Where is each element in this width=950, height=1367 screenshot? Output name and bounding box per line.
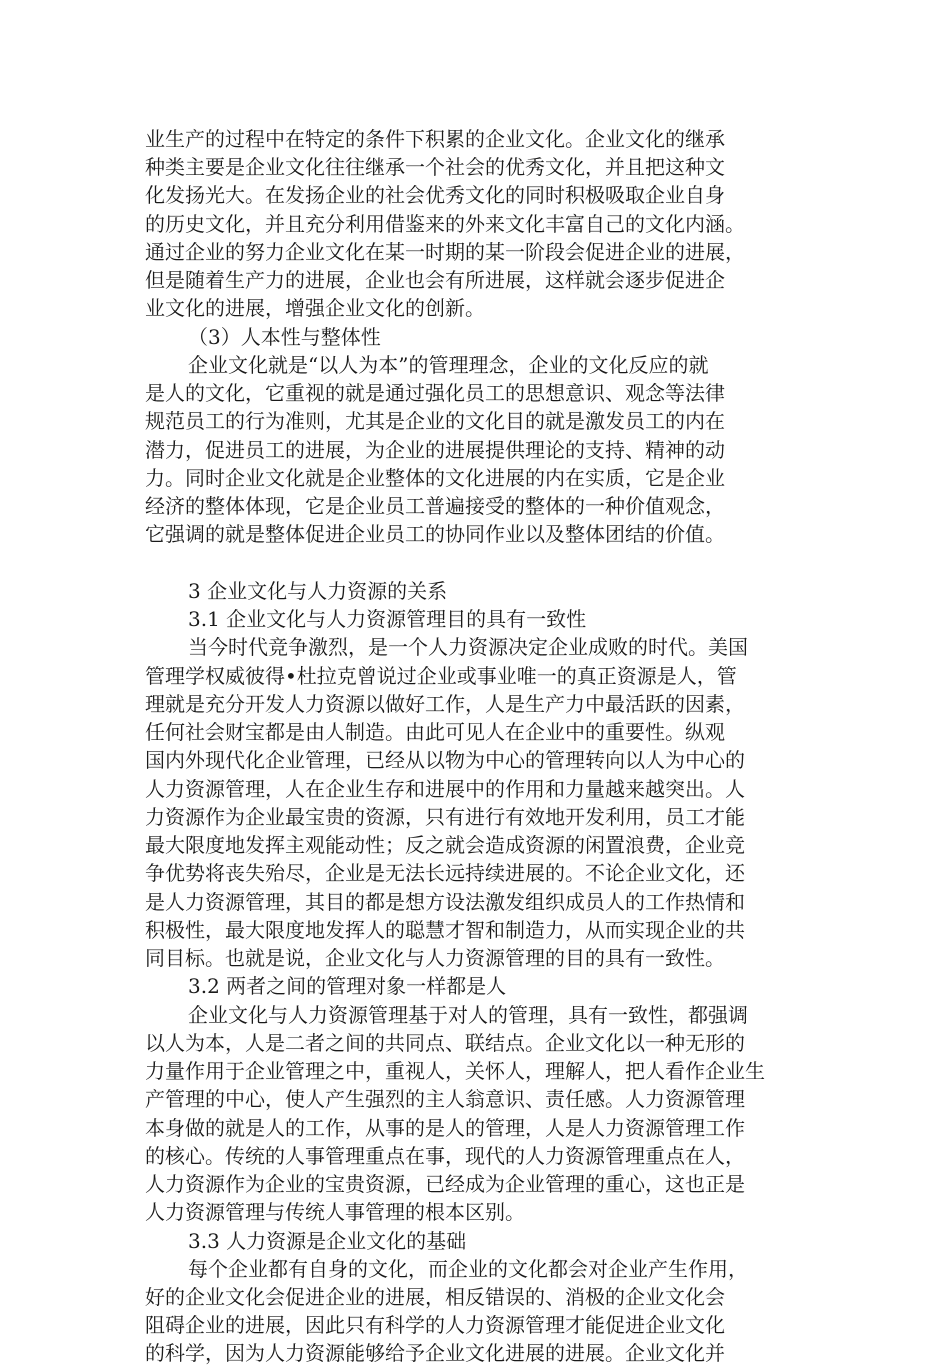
text-line: 力。同时企业文化就是企业整体的文化进展的内在实质，它是企业 [145, 466, 725, 490]
text-line: 积极性，最大限度地发挥人的聪慧才智和制造力，从而实现企业的共 [145, 918, 745, 942]
text-line: 业生产的过程中在特定的条件下积累的企业文化。企业文化的继承 [145, 127, 725, 151]
section-heading: 3.3 人力资源是企业文化的基础 [188, 1229, 467, 1253]
text-line: 人力资源作为企业的宝贵资源，已经成为企业管理的重心，这也正是 [145, 1172, 745, 1196]
text-line: 但是随着生产力的进展，企业也会有所进展，这样就会逐步促进企 [145, 268, 725, 292]
text-line: 理就是充分开发人力资源以做好工作，人是生产力中最活跃的因素， [145, 692, 745, 716]
text-line: 争优势将丧失殆尽，企业是无法长远持续进展的。不论企业文化，还 [145, 861, 745, 885]
text-line: 阻碍企业的进展，因此只有科学的人力资源管理才能促进企业文化 [145, 1313, 725, 1337]
text-line: 业文化的进展，增强企业文化的创新。 [145, 296, 485, 320]
text-line: 化发扬光大。在发扬企业的社会优秀文化的同时积极吸取企业自身 [145, 183, 725, 207]
text-line: 经济的整体体现，它是企业员工普遍接受的整体的一种价值观念， [145, 494, 725, 518]
text-line: 每个企业都有自身的文化，而企业的文化都会对企业产生作用， [188, 1257, 748, 1281]
text-line: 它强调的就是整体促进企业员工的协同作业以及整体团结的价值。 [145, 522, 725, 546]
text-line: 本身做的就是人的工作，从事的是人的管理，人是人力资源管理工作 [145, 1116, 745, 1140]
text-line: 企业文化与人力资源管理基于对人的管理，具有一致性，都强调 [188, 1003, 748, 1027]
text-line: 企业文化就是“以人为本”的管理理念，企业的文化反应的就 [188, 353, 709, 377]
text-line: 规范员工的行为准则，尤其是企业的文化目的就是激发员工的内在 [145, 409, 725, 433]
text-line: 的核心。传统的人事管理重点在事，现代的人力资源管理重点在人， [145, 1144, 745, 1168]
text-line: 潜力，促进员工的进展，为企业的进展提供理论的支持、精神的动 [145, 438, 725, 462]
text-line: 最大限度地发挥主观能动性；反之就会造成资源的闲置浪费，企业竞 [145, 833, 745, 857]
text-line: 是人的文化，它重视的就是通过强化员工的思想意识、观念等法律 [145, 381, 725, 405]
text-line: 的历史文化，并且充分利用借鉴来的外来文化丰富自己的文化内涵。 [145, 212, 745, 236]
text-line: 管理学权威彼得•杜拉克曾说过企业或事业唯一的真正资源是人，管 [145, 664, 737, 688]
text-line: 当今时代竞争激烈，是一个人力资源决定企业成败的时代。美国 [188, 635, 748, 659]
section-heading: 3.2 两者之间的管理对象一样都是人 [188, 974, 507, 998]
text-line: 是人力资源管理，其目的都是想方设法激发组织成员人的工作热情和 [145, 890, 745, 914]
text-line: 任何社会财宝都是由人制造。由此可见人在企业中的重要性。纵观 [145, 720, 725, 744]
text-line: 产管理的中心，使人产生强烈的主人翁意识、责任感。人力资源管理 [145, 1087, 745, 1111]
text-line: 通过企业的努力企业文化在某一时期的某一阶段会促进企业的进展， [145, 240, 745, 264]
text-line: 国内外现代化企业管理，已经从以物为中心的管理转向以人为中心的 [145, 748, 745, 772]
text-line: 以人为本，人是二者之间的共同点、联结点。企业文化以一种无形的 [145, 1031, 745, 1055]
text-line: 的科学，因为人力资源能够给予企业文化进展的进展。企业文化并 [145, 1341, 725, 1365]
text-line: 种类主要是企业文化往往继承一个社会的优秀文化，并且把这种文 [145, 155, 725, 179]
chapter-heading: 3 企业文化与人力资源的关系 [188, 579, 448, 603]
text-line: 人力资源管理与传统人事管理的根本区别。 [145, 1200, 525, 1224]
section-heading: （3）人本性与整体性 [188, 325, 381, 349]
text-line: 人力资源管理，人在企业生存和进展中的作用和力量越来越突出。人 [145, 777, 745, 801]
section-heading: 3.1 企业文化与人力资源管理目的具有一致性 [188, 607, 587, 631]
text-line: 力资源作为企业最宝贵的资源，只有进行有效地开发利用，员工才能 [145, 805, 745, 829]
text-line: 好的企业文化会促进企业的进展，相反错误的、消极的企业文化会 [145, 1285, 725, 1309]
text-line: 同目标。也就是说，企业文化与人力资源管理的目的具有一致性。 [145, 946, 725, 970]
text-line: 力量作用于企业管理之中，重视人，关怀人，理解人，把人看作企业生 [145, 1059, 765, 1083]
